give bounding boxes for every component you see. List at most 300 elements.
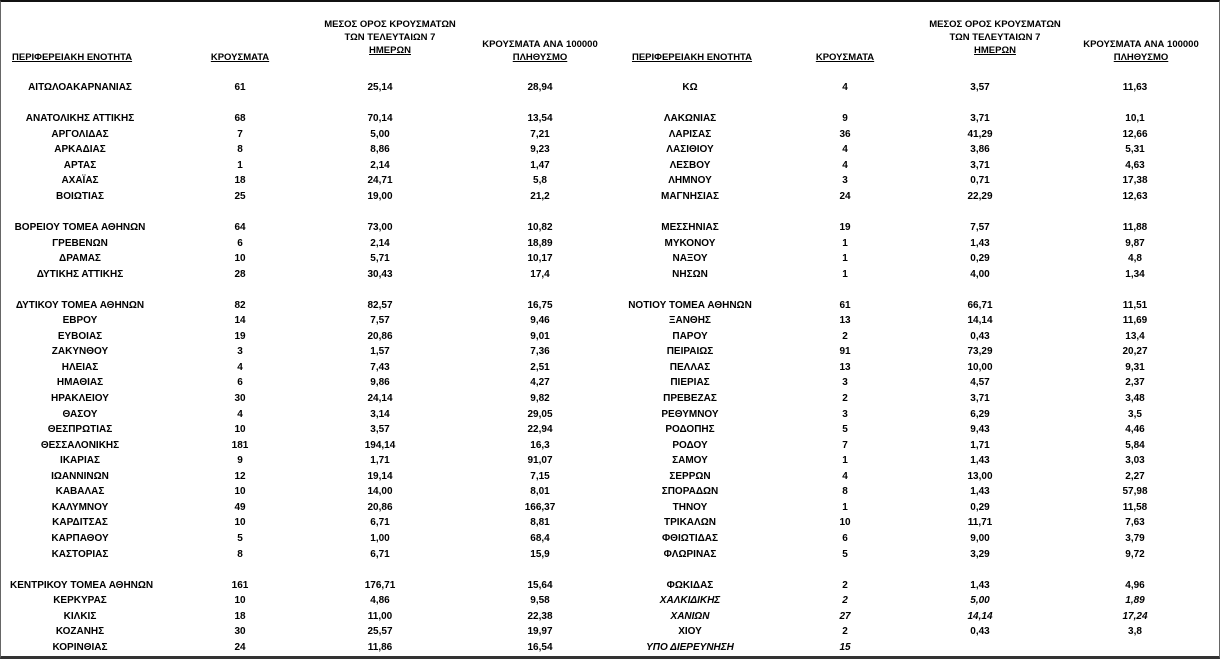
cell-avg7: 10,00 [967,361,993,373]
table-row [0,438,1220,453]
cell-avg7: 1,71 [370,455,390,467]
cell-cases: 7 [842,439,848,451]
cell-per100k: 4,27 [530,377,550,389]
cell-avg7: 3,14 [370,408,390,420]
table-row [0,267,1220,282]
cell-avg7: 5,71 [370,253,390,265]
cell-avg7: 11,00 [367,610,393,622]
cell-cases: 9 [237,455,243,467]
cell-region: ΘΑΣΟΥ [62,408,98,420]
cell-avg7: 19,00 [367,190,393,202]
cell-cases: 14 [234,315,246,327]
cell-region: ΚΟΖΑΝΗΣ [55,626,105,638]
cell-cases: 10 [234,517,246,529]
table-row [0,313,1220,328]
table-row [0,344,1220,359]
cell-per100k: 91,07 [527,455,553,467]
cell-region: ΠΕΙΡΑΙΩΣ [666,346,714,358]
cell-avg7: 0,29 [970,501,990,513]
table-row [0,531,1220,546]
cell-cases: 2 [842,595,848,607]
cell-per100k: 22,38 [527,610,553,622]
cell-region: ΦΘΙΩΤΙΔΑΣ [661,533,719,544]
cell-cases: 10 [234,424,246,436]
cell-cases: 61 [839,299,851,311]
cell-region: ΛΑΣΙΘΙΟΥ [666,144,714,156]
cell-avg7: 3,71 [970,159,990,171]
cell-per100k: 8,81 [530,517,550,529]
cell-cases: 61 [234,82,246,93]
table-row [0,127,1220,142]
cell-cases: 28 [234,268,246,280]
table-row [0,609,1220,624]
cell-per100k: 7,15 [530,470,550,482]
cell-per100k: 3,5 [1128,408,1142,420]
header-per100k-line2: ΠΛΗΘΥΣΜΟ [1113,52,1169,63]
cell-avg7: 3,71 [970,393,990,404]
cell-region: ΕΒΡΟΥ [62,315,98,327]
cell-avg7: 0,29 [970,253,990,265]
cell-region: ΡΕΘΥΜΝΟΥ [661,408,719,420]
cell-avg7: 3,57 [970,82,990,93]
cell-per100k: 16,54 [527,641,553,653]
cell-per100k: 9,82 [530,393,550,404]
header-cases-right: ΚΡΟΥΣΜΑΤΑ [815,52,875,63]
cell-region: ΦΛΩΡΙΝΑΣ [663,548,717,560]
cell-avg7: 6,71 [370,548,390,560]
cell-per100k: 1,89 [1125,595,1145,607]
cell-cases: 3 [842,377,848,389]
cell-avg7: 4,00 [970,268,990,280]
cell-cases: 181 [231,439,249,451]
header-avg-line3: ΗΜΕΡΩΝ [369,45,411,56]
cell-cases: 49 [234,501,246,513]
table-row [0,158,1220,173]
cell-cases: 91 [839,346,851,358]
cell-region: ΝΗΣΩΝ [672,268,708,280]
table-row [0,80,1220,95]
cell-per100k: 3,79 [1125,533,1145,544]
cell-per100k: 16,3 [530,439,550,451]
cell-per100k: 2,37 [1125,377,1145,389]
cell-region: ΚΩ [682,82,698,93]
cell-avg7: 25,14 [367,82,393,93]
cell-avg7: 6,71 [370,517,390,529]
cell-cases: 3 [237,346,243,358]
cell-cases: 1 [237,159,243,171]
header-per100k-left [460,38,620,64]
cell-region: ΔΡΑΜΑΣ [59,253,101,265]
cell-cases: 1 [842,455,848,467]
cell-region: ΑΡΤΑΣ [63,159,97,171]
cell-avg7: 6,29 [970,408,990,420]
cell-avg7: 1,71 [970,439,990,451]
cell-avg7: 22,29 [967,190,993,202]
cell-cases: 4 [842,470,848,482]
cell-region: ΠΕΛΛΑΣ [669,361,711,373]
cell-per100k: 2,51 [530,361,550,373]
cell-cases: 12 [234,470,246,482]
cell-cases: 8 [237,548,243,560]
cell-per100k: 2,27 [1125,470,1145,482]
cell-avg7: 11,71 [967,517,993,529]
cell-per100k: 4,96 [1125,579,1145,591]
cell-avg7: 0,43 [970,626,990,638]
cell-per100k: 28,94 [527,82,553,93]
cell-cases: 13 [839,315,851,327]
cell-region: ΝΟΤΙΟΥ ΤΟΜΕΑ ΑΘΗΝΩΝ [628,299,752,311]
cell-per100k: 9,46 [530,315,550,327]
cell-per100k: 9,72 [1125,548,1145,560]
table-row [0,640,1220,655]
cell-avg7: 19,14 [367,470,393,482]
table-row [0,391,1220,406]
cell-avg7: 1,43 [970,237,990,249]
cell-avg7: 14,14 [967,610,993,622]
cell-cases: 10 [234,486,246,498]
cell-region: ΜΕΣΣΗΝΙΑΣ [661,222,719,233]
cell-per100k: 1,47 [530,159,550,171]
cell-avg7: 14,14 [967,315,993,327]
cell-avg7: 1,43 [970,486,990,498]
cell-avg7: 11,86 [367,641,393,653]
header-avg-line1: ΜΕΣΟΣ ΟΡΟΣ ΚΡΟΥΣΜΑΤΩΝ [929,19,1061,30]
cell-avg7: 70,14 [367,113,393,125]
cell-region: ΗΛΕΙΑΣ [61,361,99,373]
table-row [0,142,1220,157]
table-row [0,251,1220,266]
cell-cases: 19 [234,330,246,342]
table-row [0,500,1220,515]
cell-cases: 15 [839,641,851,653]
header-avg-line1: ΜΕΣΟΣ ΟΡΟΣ ΚΡΟΥΣΜΑΤΩΝ [324,19,456,30]
cell-per100k: 18,89 [527,237,553,249]
cell-per100k: 3,8 [1128,626,1142,638]
table-row [0,578,1220,593]
cell-avg7: 7,57 [970,222,990,233]
cell-per100k: 21,2 [530,190,550,202]
cell-cases: 4 [842,82,848,93]
cell-region: ΑΝΑΤΟΛΙΚΗΣ ΑΤΤΙΚΗΣ [25,113,135,125]
cell-cases: 18 [234,610,246,622]
cell-region: ΧΙΟΥ [678,626,702,638]
cell-per100k: 22,94 [527,424,553,436]
cell-per100k: 11,69 [1122,315,1148,327]
header-per100k-line1: ΚΡΟΥΣΜΑΤΑ ΑΝΑ 100000 [482,39,598,50]
cell-avg7: 20,86 [367,330,393,342]
cell-per100k: 9,87 [1125,237,1145,249]
cell-avg7: 8,86 [370,144,390,156]
cell-cases: 24 [839,190,851,202]
cell-avg7: 4,86 [370,595,390,607]
cell-region: ΣΑΜΟΥ [672,455,708,467]
cell-region: ΛΗΜΝΟΥ [668,175,712,187]
cell-region: ΧΑΛΚΙΔΙΚΗΣ [659,595,721,607]
cell-per100k: 19,97 [527,626,553,638]
cell-per100k: 7,21 [530,128,550,140]
cell-avg7: 9,00 [970,533,990,544]
cell-region: ΘΕΣΣΑΛΟΝΙΚΗΣ [40,439,120,451]
cell-avg7: 1,43 [970,579,990,591]
cell-per100k: 10,82 [527,222,553,233]
cell-cases: 27 [839,610,851,622]
cell-cases: 1 [842,237,848,249]
header-avg-left [300,18,480,57]
cell-avg7: 1,57 [370,346,390,358]
cell-region: ΚΑΒΑΛΑΣ [55,486,105,498]
cell-cases: 82 [234,299,246,311]
table-row [0,422,1220,437]
cell-avg7: 25,57 [367,626,393,638]
cell-cases: 3 [842,408,848,420]
table-row [0,189,1220,204]
cell-per100k: 3,48 [1125,393,1145,404]
cell-region: ΑΙΤΩΛΟΑΚΑΡΝΑΝΙΑΣ [28,82,132,93]
cell-per100k: 17,38 [1122,175,1148,187]
table-row [0,547,1220,562]
cell-cases: 24 [234,641,246,653]
cell-per100k: 13,4 [1125,330,1145,342]
cell-region: ΚΑΛΥΜΝΟΥ [51,501,109,513]
cell-cases: 8 [842,486,848,498]
cell-region: ΠΙΕΡΙΑΣ [670,377,710,389]
table-row [0,515,1220,530]
cell-avg7: 3,86 [970,144,990,156]
table-row [0,236,1220,251]
cell-cases: 9 [842,113,848,125]
cell-region: ΓΡΕΒΕΝΩΝ [52,237,108,249]
cell-cases: 3 [842,175,848,187]
cell-region: ΗΜΑΘΙΑΣ [56,377,104,389]
cell-per100k: 9,31 [1125,361,1145,373]
cell-region: ΣΕΡΡΩΝ [669,470,711,482]
cell-avg7: 2,14 [370,237,390,249]
cell-per100k: 1,34 [1125,268,1145,280]
header-region-right: ΠΕΡΙΦΕΡΕΙΑΚΗ ΕΝΟΤΗΤΑ [631,52,753,63]
cell-per100k: 11,58 [1122,501,1148,513]
cell-region: ΙΚΑΡΙΑΣ [60,455,100,467]
header-avg-line2: ΤΩΝ ΤΕΛΕΥΤΑΙΩΝ 7 [344,32,436,43]
cell-region: ΡΟΔΟΠΗΣ [665,424,715,436]
cell-region: ΚΑΡΔΙΤΣΑΣ [52,517,108,529]
cell-region: ΦΩΚΙΔΑΣ [666,579,714,591]
cell-per100k: 17,24 [1122,610,1148,622]
header-avg-line3: ΗΜΕΡΩΝ [974,45,1016,56]
header-avg-right [905,18,1085,57]
cell-avg7: 194,14 [364,439,396,451]
cell-cases: 5 [237,533,243,544]
cell-cases: 6 [237,237,243,249]
cell-avg7: 7,43 [370,361,390,373]
cell-region: ΠΑΡΟΥ [672,330,708,342]
cell-cases: 2 [842,393,848,404]
cell-region: ΤΗΝΟΥ [672,501,708,513]
cell-per100k: 9,23 [530,144,550,156]
header-region-left: ΠΕΡΙΦΕΡΕΙΑΚΗ ΕΝΟΤΗΤΑ [12,52,133,63]
table-row [0,624,1220,639]
cell-region: ΒΟΡΕΙΟΥ ΤΟΜΕΑ ΑΘΗΝΩΝ [14,222,146,233]
cell-avg7: 24,71 [367,175,393,187]
cell-avg7: 9,43 [970,424,990,436]
cell-region: ΑΡΚΑΔΙΑΣ [54,144,106,156]
cell-per100k: 16,75 [527,299,553,311]
cell-per100k: 7,63 [1125,517,1145,529]
cell-per100k: 12,66 [1122,128,1148,140]
cell-region: ΚΕΝΤΡΙΚΟΥ ΤΟΜΕΑ ΑΘΗΝΩΝ [10,579,154,591]
cell-region: ΕΥΒΟΙΑΣ [57,330,103,342]
cell-per100k: 57,98 [1122,486,1148,498]
cell-avg7: 30,43 [367,268,393,280]
header-avg-line2: ΤΩΝ ΤΕΛΕΥΤΑΙΩΝ 7 [949,32,1041,43]
cell-region: ΖΑΚΥΝΘΟΥ [51,346,109,358]
cell-avg7: 7,57 [370,315,390,327]
cell-per100k: 10,17 [527,253,553,265]
cell-cases: 1 [842,253,848,265]
cell-cases: 4 [842,144,848,156]
table-row [0,469,1220,484]
cell-cases: 5 [842,548,848,560]
cell-region: ΧΑΝΙΩΝ [670,610,710,622]
cell-region: ΝΑΞΟΥ [672,253,708,265]
table-row [0,453,1220,468]
table-row [0,329,1220,344]
cell-cases: 5 [842,424,848,436]
cell-cases: 13 [839,361,851,373]
cell-region: ΛΑΚΩΝΙΑΣ [663,113,717,125]
cell-avg7: 73,29 [967,346,993,358]
header-per100k-line1: ΚΡΟΥΣΜΑΤΑ ΑΝΑ 100000 [1083,39,1199,50]
cell-cases: 25 [234,190,246,202]
cell-region: ΤΡΙΚΑΛΩΝ [664,517,716,529]
cell-cases: 30 [234,393,246,404]
cell-per100k: 13,54 [527,113,553,125]
cell-region: ΡΟΔΟΥ [672,439,708,451]
cell-avg7: 1,00 [370,533,390,544]
cell-region: ΚΑΣΤΟΡΙΑΣ [51,548,109,560]
cell-avg7: 14,00 [367,486,393,498]
table-row [0,593,1220,608]
cell-avg7: 3,57 [370,424,390,436]
cell-avg7: 4,57 [970,377,990,389]
cell-per100k: 9,58 [530,595,550,607]
cell-region: ΛΕΣΒΟΥ [669,159,711,171]
cell-avg7: 24,14 [367,393,393,404]
cell-region: ΔΥΤΙΚΟΥ ΤΟΜΕΑ ΑΘΗΝΩΝ [15,299,145,311]
cell-per100k: 68,4 [530,533,550,544]
cell-avg7: 9,86 [370,377,390,389]
cell-region: ΘΕΣΠΡΩΤΙΑΣ [47,424,113,436]
cell-cases: 4 [237,408,243,420]
cell-avg7: 176,71 [364,579,396,591]
cell-per100k: 17,4 [530,268,550,280]
cell-cases: 1 [842,501,848,513]
cell-region: ΥΠΟ ΔΙΕΡΕΥΝΗΣΗ [646,641,734,653]
cell-per100k: 11,88 [1122,222,1148,233]
cell-per100k: 4,8 [1128,253,1142,265]
cell-region: ΜΑΓΝΗΣΙΑΣ [660,190,719,202]
cell-cases: 36 [839,128,851,140]
cell-avg7: 41,29 [967,128,993,140]
cell-avg7: 1,43 [970,455,990,467]
cell-cases: 7 [237,128,243,140]
cell-region: ΣΠΟΡΑΔΩΝ [661,486,719,498]
cell-region: ΚΙΛΚΙΣ [63,610,97,622]
cell-cases: 8 [237,144,243,156]
cell-cases: 64 [234,222,246,233]
cell-per100k: 10,1 [1125,113,1145,125]
cell-avg7: 5,00 [370,128,390,140]
cell-per100k: 166,37 [524,501,556,513]
cell-avg7: 2,14 [370,159,390,171]
cell-avg7: 0,71 [970,175,990,187]
cell-region: ΔΥΤΙΚΗΣ ΑΤΤΙΚΗΣ [36,268,124,280]
cell-avg7: 20,86 [367,501,393,513]
cell-avg7: 3,29 [970,548,990,560]
header-cases-left: ΚΡΟΥΣΜΑΤΑ [210,52,270,63]
cell-avg7: 0,43 [970,330,990,342]
cell-per100k: 5,8 [533,175,547,187]
cell-region: ΞΑΝΘΗΣ [669,315,711,327]
cell-per100k: 5,31 [1125,144,1145,156]
cell-region: ΗΡΑΚΛΕΙΟΥ [51,393,109,404]
cell-region: ΑΧΑΪΑΣ [61,175,99,187]
cell-cases: 10 [839,517,851,529]
cell-region: ΒΟΙΩΤΙΑΣ [56,190,104,202]
cell-cases: 68 [234,113,246,125]
cell-per100k: 11,63 [1122,82,1148,93]
table-row [0,111,1220,126]
cell-per100k: 4,46 [1125,424,1145,436]
cell-cases: 30 [234,626,246,638]
table-row [0,220,1220,235]
cell-cases: 2 [842,579,848,591]
cell-cases: 2 [842,330,848,342]
cell-per100k: 20,27 [1122,346,1148,358]
cell-region: ΛΑΡΙΣΑΣ [668,128,712,140]
cell-per100k: 15,64 [527,579,553,591]
cell-cases: 6 [237,377,243,389]
cell-avg7: 3,71 [970,113,990,125]
cell-avg7: 5,00 [970,595,990,607]
cell-per100k: 29,05 [527,408,553,420]
cell-region: ΙΩΑΝΝΙΝΩΝ [51,470,109,482]
cell-cases: 2 [842,626,848,638]
table-row [0,173,1220,188]
cell-region: ΚΕΡΚΥΡΑΣ [53,595,107,607]
cell-per100k: 7,36 [530,346,550,358]
cell-avg7: 82,57 [367,299,393,311]
table-row [0,407,1220,422]
cell-region: ΚΑΡΠΑΘΟΥ [51,533,109,544]
cell-cases: 161 [231,579,249,591]
cell-cases: 18 [234,175,246,187]
cell-avg7: 73,00 [367,222,393,233]
table-row [0,375,1220,390]
header-per100k-line2: ΠΛΗΘΥΣΜΟ [512,52,568,63]
cell-per100k: 4,63 [1125,159,1145,171]
cell-cases: 6 [842,533,848,544]
cell-per100k: 9,01 [530,330,550,342]
cell-region: ΜΥΚΟΝΟΥ [664,237,716,249]
cell-cases: 10 [234,595,246,607]
header-per100k-right [1066,38,1216,64]
cell-cases: 19 [839,222,851,233]
cell-per100k: 15,9 [530,548,550,560]
cell-cases: 4 [237,361,243,373]
table-row [0,298,1220,313]
cell-cases: 10 [234,253,246,265]
cell-cases: 1 [842,268,848,280]
